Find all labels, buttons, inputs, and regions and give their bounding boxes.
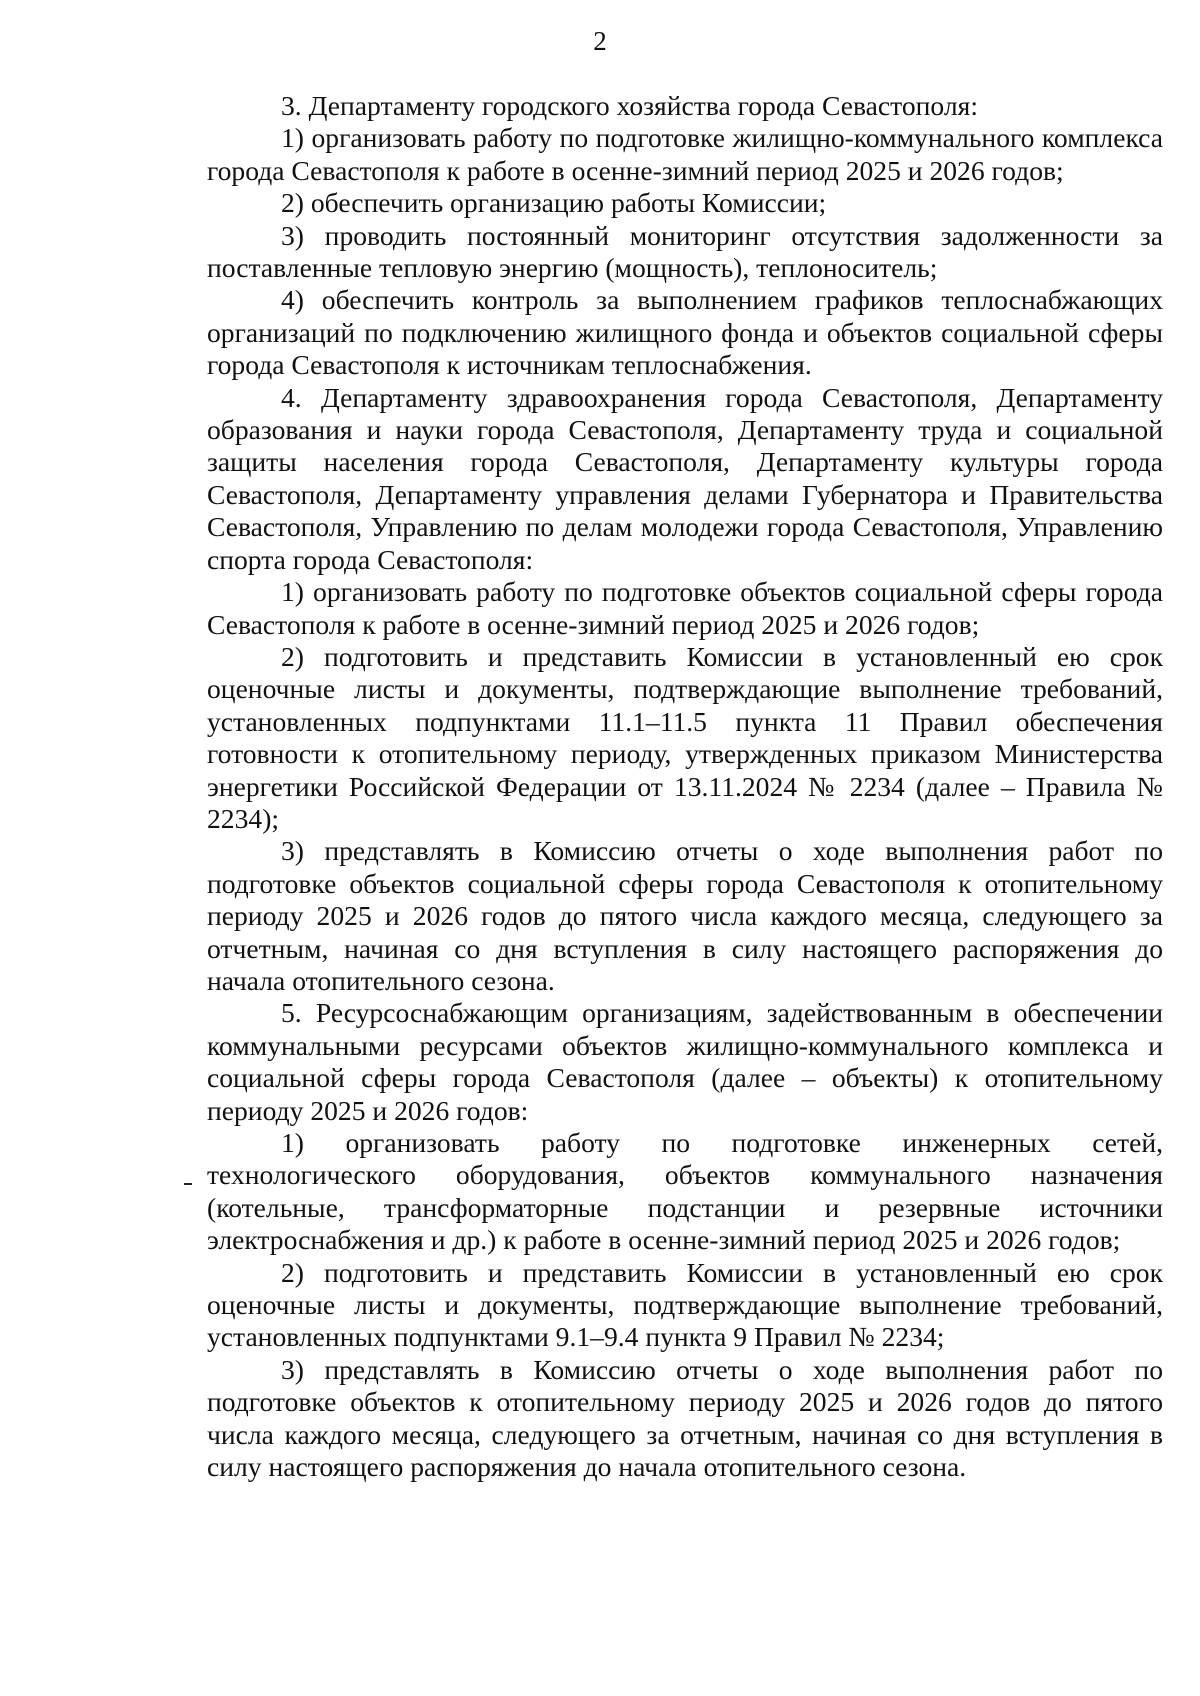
paragraph-section-5-item-3: 3) представлять в Комиссию отчеты о ходе выполнения работ по подготовке объектов к отопительному периоду 2025 и 2026 годов до пятого числа каждого месяца, следующего за отчетным, начиная со дня вступления в силу настоящего распоряжения до начала отопительного сезона. bbox=[207, 1353, 1163, 1483]
paragraph-section-3-item-1: 1) организовать работу по подготовке жилищно-коммунального комплекса города Севастополя к работе в осенне-зимний период 2025 и 2026 годов; bbox=[207, 122, 1163, 186]
document-body bbox=[207, 90, 1163, 1483]
paragraph-section-4-item-1: 1) организовать работу по подготовке объектов социальной сферы города Севастополя к работе в осенне-зимний период 2025 и 2026 годов; bbox=[207, 576, 1163, 640]
paragraph-section-5-item-1: 1) организовать работу по подготовке инженерных сетей, технологического оборудования, объектов коммунального назначения (котельные, трансформаторные подстанции и резервные источники электроснабжения и др.) к работе в осенне-зимний период 2025 и 2026 годов; bbox=[207, 1127, 1163, 1256]
paragraph-section-3-item-2: 2) обеспечить организацию работы Комиссии; bbox=[281, 187, 827, 219]
paragraph-section-5-heading: 5. Ресурсоснабжающим организациям, задействованным в обеспечении коммунальными ресурсами объектов жилищно-коммунального комплекса и социальной сферы города Севастополя (далее – объекты) к отопительному периоду 2025 и 2026 годов: bbox=[207, 997, 1163, 1126]
page-number: 2 bbox=[593, 26, 607, 56]
paragraph-section-4-item-3: 3) представлять в Комиссию отчеты о ходе выполнения работ по подготовке объектов социальной сферы города Севастополя к отопительному периоду 2025 и 2026 годов до пятого числа каждого месяца, следующего за отчетным, начиная со дня вступления в силу настоящего распоряжения до начала отопительного сезона. bbox=[207, 835, 1163, 996]
paragraph-section-3-item-3: 3) проводить постоянный мониторинг отсутствия задолженности за поставленные тепловую энергию (мощность), теплоноситель; bbox=[207, 219, 1163, 284]
paragraph-section-3-heading: 3. Департаменту городского хозяйства города Севастополя: bbox=[281, 90, 978, 121]
paragraph-section-3-item-4: 4) обеспечить контроль за выполнением графиков теплоснабжающих организаций по подключению жилищного фонда и объектов социальной сферы города Севастополя к источникам теплоснабжения. bbox=[207, 284, 1163, 381]
margin-mark bbox=[184, 1183, 192, 1185]
paragraph-section-4-item-2: 2) подготовить и представить Комиссии в установленный ею срок оценочные листы и документы, подтверждающие выполнение требований, установленных подпунктами 11.1–11.5 пункта 11 Правил обеспечения готовности к отопительному периоду, утвержденных приказом Министерства энергетики Российской Федерации от 13.11.2024 № 2234 (далее – Правила № 2234); bbox=[207, 640, 1163, 834]
paragraph-section-5-item-2: 2) подготовить и представить Комиссии в установленный ею срок оценочные листы и документы, подтверждающие выполнение требований, установленных подпунктами 9.1–9.4 пункта 9 Правил № 2234; bbox=[207, 1256, 1163, 1353]
paragraph-section-4-heading: 4. Департаменту здравоохранения города Севастополя, Департаменту образования и науки города Севастополя, Департаменту труда и социальной защиты населения города Севастополя, Департаменту культуры города Севастополя, Департаменту управления делами Губернатора и Правительства Севастополя, Управлению по делам молодежи города Севастополя, Управлению спорта города Севастополя: bbox=[207, 381, 1163, 575]
